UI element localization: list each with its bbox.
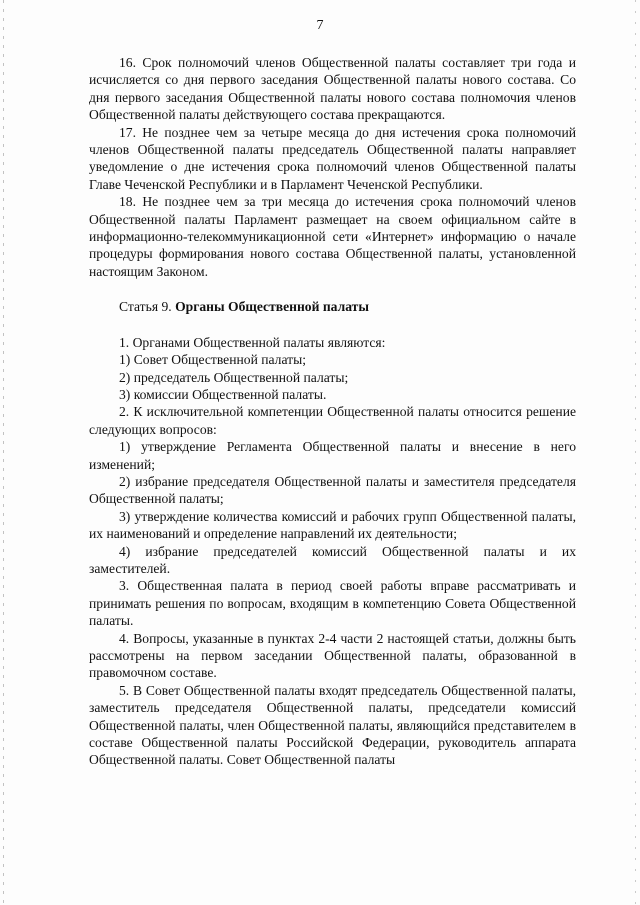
item-1-intro: 1. Органами Общественной палаты являются:: [119, 334, 386, 350]
paragraph-16: 16. Срок полномочий членов Общественной палаты составляет три года и исчисляется со дня первого заседания Общественной палаты нового состава. Со дня первого заседания Общественной палаты нового состава полномочия членов Общественной палаты действующего состава прекращаются.: [89, 55, 576, 123]
document-body: [89, 54, 576, 769]
item-2-list-4: 4) избрание председателей комиссий Общественной палаты и их заместителей.: [89, 543, 576, 576]
scan-edge-right: [635, 0, 636, 905]
paragraph-3: 3. Общественная палата в период своей работы вправе рассматривать и принимать решения по вопросам, входящим в компетенцию Совета Общественной палаты.: [89, 578, 576, 629]
item-2-intro: 2. К исключительной компетенции Общественной палаты относится решение следующих вопросов:: [89, 404, 576, 437]
paragraph-18: 18. Не позднее чем за три месяца до истечения срока полномочий членов Общественной палаты Парламент размещает на своем официальном сайте в информационно-телекоммуникационной сети «Интернет» информацию о начале процедуры формирования нового состава Общественной палаты, установленной настоящим Законом.: [89, 194, 576, 279]
paragraph-4: 4. Вопросы, указанные в пунктах 2-4 части 2 настоящей статьи, должны быть рассмотрены на первом заседании Общественной палаты, образованной в правомочном составе.: [89, 630, 576, 681]
paragraph-5: 5. В Совет Общественной палаты входят председатель Общественной палаты, заместитель председателя Общественной палаты, председатели комиссий Общественной палаты, член Общественной палаты, являющийся представителем в составе Общественной палаты Российской Федерации, руководитель аппарата Общественной палаты. Совет Общественной палаты: [89, 682, 576, 768]
article-title: Органы Общественной палаты: [175, 299, 369, 315]
page-number: 7: [316, 18, 324, 33]
item-2-list-3: 3) утверждение количества комиссий и рабочих групп Общественной палаты, их наименований и определение направлений их деятельности;: [89, 508, 576, 542]
item-2-list-1: 1) утверждение Регламента Общественной палаты и внесение в него изменений;: [89, 439, 576, 472]
article-prefix: Статья 9.: [119, 299, 176, 315]
article-heading: [89, 298, 576, 315]
scan-edge-left: [3, 0, 4, 905]
item-2-list-2: 2) избрание председателя Общественной палаты и заместителя председателя Общественной палаты;: [89, 473, 576, 507]
paragraph-17: 17. Не позднее чем за четыре месяца до дня истечения срока полномочий членов Общественной палаты председатель Общественной палаты направляет уведомление о дне истечения срока полномочий членов Общественной палаты Главе Чеченской Республики и в Парламент Чеченской Республики.: [89, 124, 576, 192]
item-1-list-1: 1) Совет Общественной палаты;: [119, 352, 306, 368]
item-1-list-3: 3) комиссии Общественной палаты.: [119, 386, 327, 402]
item-1-list-2: 2) председатель Общественной палаты;: [119, 369, 349, 385]
